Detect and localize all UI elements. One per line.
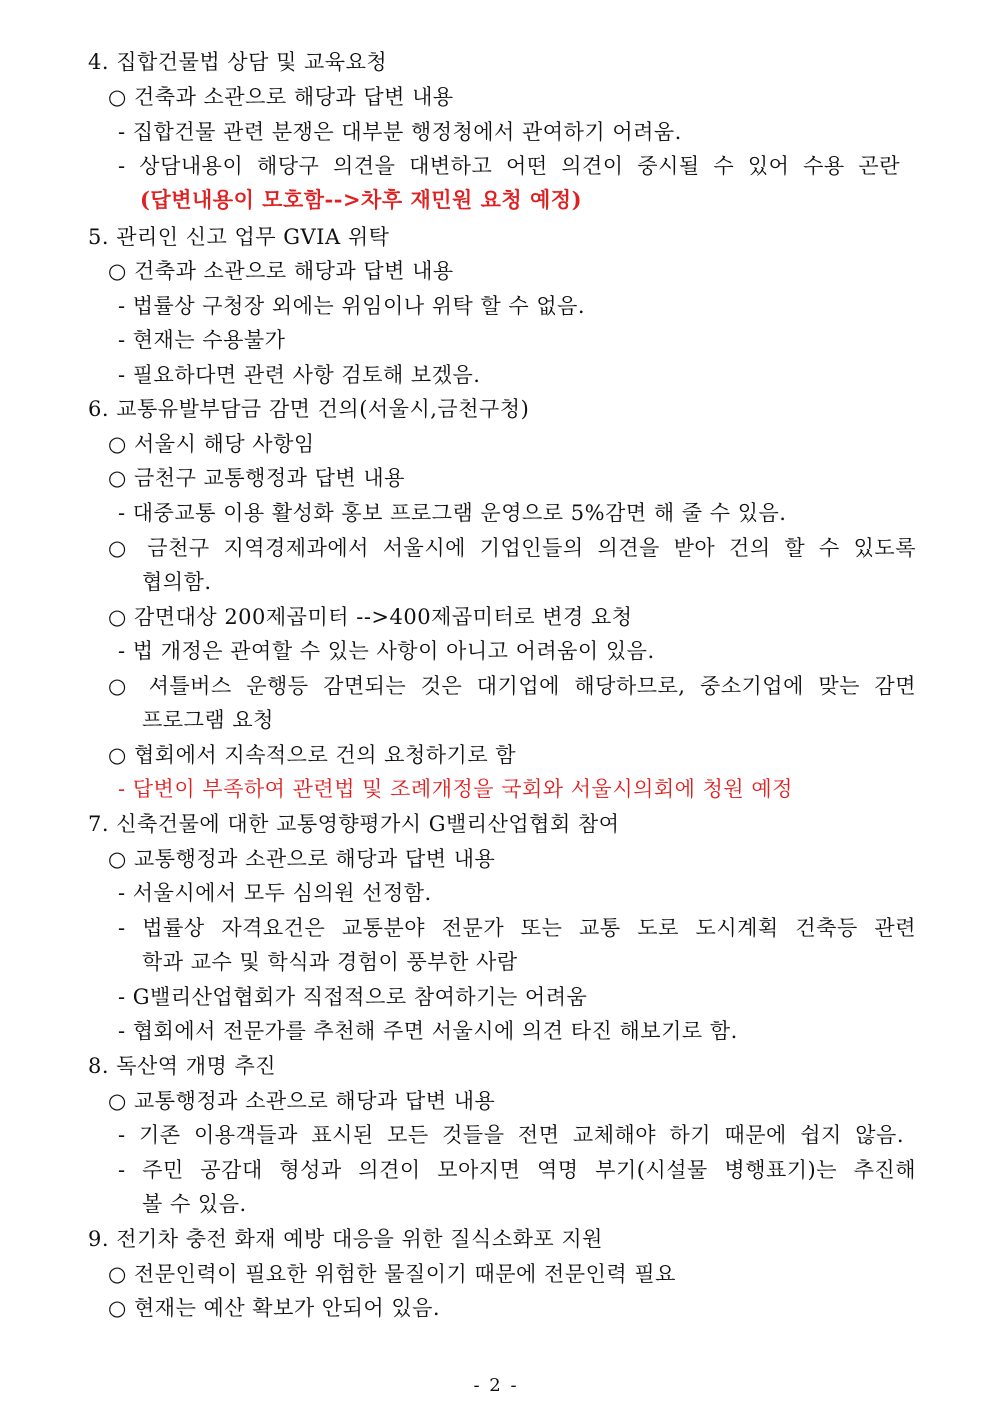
red-note: (답변내용이 모호함-->차후 재민원 요청 예정) [140, 187, 583, 212]
section-9-heading: 9. 전기차 충전 화재 예방 대응을 위한 질식소화포 지원 [88, 1227, 603, 1251]
bullet-item: ○ 금천구 지역경제과에서 서울시에 기업인들의 의견을 받아 건의 할 수 있도록 [108, 536, 916, 560]
continuation-text: 프로그램 요청 [142, 708, 274, 732]
dash-item: - 현재는 수용불가 [118, 328, 286, 352]
dash-item: - 주민 공감대 형성과 의견이 모아지면 역명 부기(시설물 병행표기)는 추진해 [118, 1158, 916, 1182]
bullet-item: ○ 금천구 교통행정과 답변 내용 [108, 466, 405, 490]
dash-item: - G밸리산업협회가 직접적으로 참여하기는 어려움 [118, 985, 588, 1009]
bullet-item: ○ 감면대상 200제곱미터 -->400제곱미터로 변경 요청 [108, 605, 633, 629]
bullet-item: ○ 협회에서 지속적으로 건의 요청하기로 함 [108, 743, 517, 767]
red-note: - 답변이 부족하여 관련법 및 조례개정을 국회와 서울시의회에 청원 예정 [118, 777, 793, 801]
dash-item: - 기존 이용객들과 표시된 모든 것들을 전면 교체해야 하기 때문에 쉽지 않음. [118, 1123, 904, 1147]
section-7-heading: 7. 신축건물에 대한 교통영향평가시 G밸리산업협회 참여 [88, 812, 620, 836]
bullet-item: ○ 셔틀버스 운행등 감면되는 것은 대기업에 해당하므로, 중소기업에 맞는 감면 [108, 674, 916, 698]
section-6-heading: 6. 교통유발부담금 감면 건의(서울시,금천구청) [88, 397, 530, 421]
continuation-text: 볼 수 있음. [142, 1192, 247, 1216]
bullet-item: ○ 전문인력이 필요한 위험한 물질이기 때문에 전문인력 필요 [108, 1262, 676, 1286]
continuation-text: 협의함. [142, 570, 212, 594]
dash-item: - 법률상 자격요건은 교통분야 전문가 또는 교통 도로 도시계획 건축등 관련 [118, 916, 916, 940]
section-4-heading: 4. 집합건물법 상담 및 교육요청 [88, 50, 388, 74]
dash-item: - 상담내용이 해당구 의견을 대변하고 어떤 의견이 중시될 수 있어 수용 곤란 [118, 154, 900, 178]
dash-item: - 법 개정은 관여할 수 있는 사항이 아니고 어려움이 있음. [118, 639, 655, 663]
dash-item: - 서울시에서 모두 심의원 선정함. [118, 881, 432, 905]
bullet-item: ○ 건축과 소관으로 해당과 답변 내용 [108, 85, 454, 109]
section-5-heading: 5. 관리인 신고 업무 GVIA 위탁 [88, 225, 390, 249]
continuation-text: 학과 교수 및 학식과 경험이 풍부한 사람 [142, 950, 518, 974]
page-number: - 2 - [473, 1375, 519, 1396]
bullet-item: ○ 교통행정과 소관으로 해당과 답변 내용 [108, 847, 496, 871]
dash-item: - 법률상 구청장 외에는 위임이나 위탁 할 수 없음. [118, 294, 586, 318]
bullet-item: ○ 건축과 소관으로 해당과 답변 내용 [108, 259, 454, 283]
dash-item: - 필요하다면 관련 사항 검토해 보겠음. [118, 363, 481, 387]
bullet-item: ○ 서울시 해당 사항임 [108, 432, 315, 456]
bullet-item: ○ 현재는 예산 확보가 안되어 있음. [108, 1296, 441, 1320]
bullet-item: ○ 교통행정과 소관으로 해당과 답변 내용 [108, 1089, 496, 1113]
dash-item: - 협회에서 전문가를 추천해 주면 서울시에 의견 타진 해보기로 함. [118, 1019, 738, 1043]
section-8-heading: 8. 독산역 개명 추진 [88, 1054, 277, 1078]
dash-item: - 대중교통 이용 활성화 홍보 프로그램 운영으로 5%감면 해 줄 수 있음. [118, 501, 787, 525]
dash-item: - 집합건물 관련 분쟁은 대부분 행정청에서 관여하기 어려움. [118, 120, 682, 144]
